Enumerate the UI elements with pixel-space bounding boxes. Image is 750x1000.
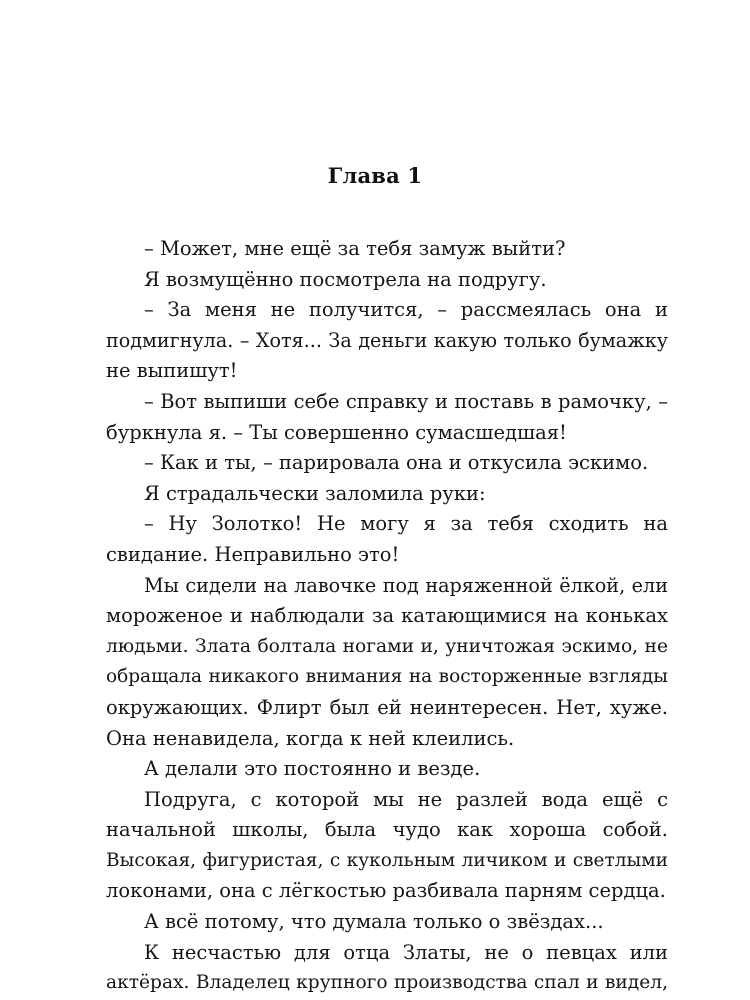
text-line: актёрах. Владелец крупного производства спал и видел,	[106, 972, 668, 994]
text-line: – Ну Золотко! Не могу я за тебя сходить на	[144, 512, 668, 536]
text-line: обращала никакого внимания на восторженные взгляды	[106, 666, 668, 688]
text-line: Высокая, фигуристая, с кукольным личиком и светлыми	[106, 849, 668, 871]
text-line: А делали это постоянно и везде.	[144, 757, 481, 781]
text-line: подмигнула. – Хотя... За деньги какую только бумажку	[106, 328, 668, 352]
chapter-body-text	[106, 234, 668, 999]
text-line: окружающих. Флирт был ей неинтересен. Нет, хуже.	[106, 695, 668, 719]
text-line: локонами, она с лёгкостью разбивала парням сердца.	[106, 879, 666, 903]
text-line: Мы сидели на лавочке под наряженной ёлкой, ели	[144, 573, 668, 597]
text-line: – Может, мне ещё за тебя замуж выйти?	[144, 237, 566, 260]
text-line: Подруга, с которой мы не разлей вода ещё с	[144, 787, 668, 811]
text-line: Я страдальчески заломила руки:	[144, 481, 486, 505]
text-line: не выпишут!	[106, 359, 238, 383]
text-line: буркнула я. – Ты совершенно сумасшедшая!	[106, 420, 567, 444]
text-line: мороженое и наблюдали за катающимися на коньках	[106, 604, 668, 628]
text-line: – Как и ты, – парировала она и откусила эскимо.	[144, 451, 649, 475]
text-line: свидание. Неправильно это!	[106, 542, 400, 566]
text-line: людьми. Злата болтала ногами и, уничтожая эскимо, не	[106, 635, 668, 657]
chapter-title: Глава 1	[327, 163, 423, 188]
text-line: Она ненавидела, когда к ней клеились.	[106, 726, 515, 750]
text-line: А всё потому, что думала только о звёздах...	[144, 910, 604, 934]
text-line: – Вот выпиши себе справку и поставь в рамочку, –	[144, 389, 668, 413]
text-line: – За меня не получится, – рассмеялась она и	[144, 298, 668, 322]
text-line: начальной школы, была чудо как хороша собой.	[106, 818, 668, 842]
text-line: Я возмущённо посмотрела на подругу.	[144, 267, 547, 291]
text-line: К несчастью для отца Златы, не о певцах или	[144, 940, 668, 964]
